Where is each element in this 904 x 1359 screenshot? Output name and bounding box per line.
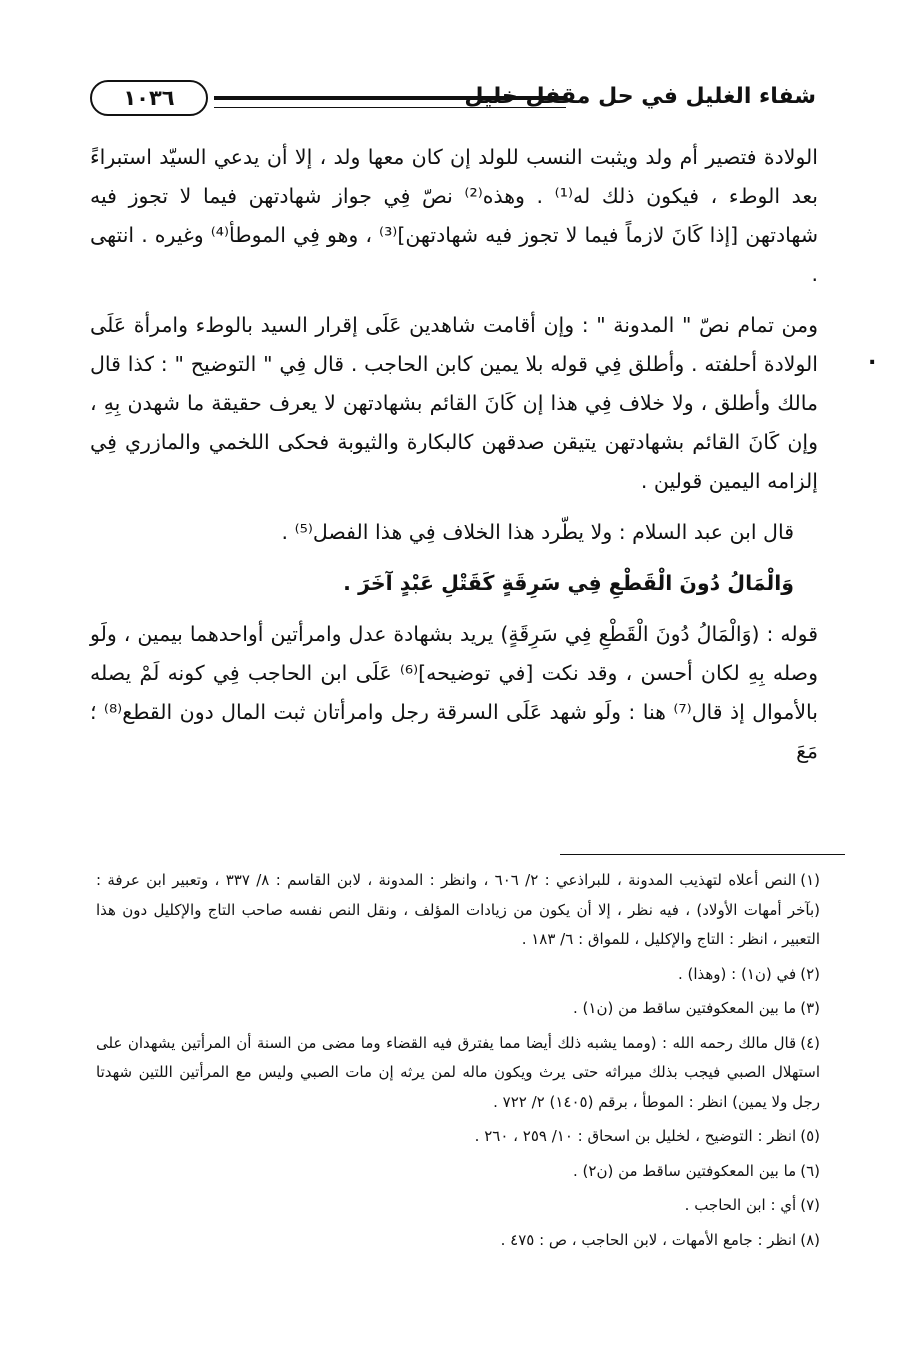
page-number: ١٠٣٦	[90, 80, 208, 116]
footnote	[96, 1191, 820, 1221]
footnote-text: قال مالك رحمه الله : (ومما يشبه ذلك أيضا مما يفترق فيه القضاء وما مضى من السنة أن المرأتين يشهدان على استهلال الصبي فيجب بذلك ميراثه حتى يرث ويكون ماله لمن يرثه إن مات الصبي وليس مع المرأتين اللتين شهدتا رجل ولا يمين) انظر : الموطأ ، برقم (١٤٠٥) ٢/ ٧٢٢ .	[96, 1033, 820, 1111]
footnote	[96, 1226, 820, 1256]
footnote-text: انظر : جامع الأمهات ، لابن الحاجب ، ص : ٤٧٥ .	[500, 1230, 797, 1249]
footnote-text: في (ن١) : (وهذا) .	[677, 964, 797, 983]
footnotes	[96, 866, 820, 1255]
footnote-text: انظر : التوضيح ، لخليل بن اسحاق : ١٠/ ٢٥٩ ، ٢٦٠ .	[474, 1127, 797, 1145]
book-title: شفاء الغليل في حل مقفل خليل	[464, 84, 816, 109]
footnote-text: أي : ابن الحاجب .	[684, 1196, 797, 1214]
footnote	[96, 994, 820, 1024]
footnote-number: (٢)	[800, 964, 820, 983]
footnote-text: ما بين المعكوفتين ساقط من (ن٢) .	[573, 1161, 797, 1180]
footnote	[96, 960, 820, 990]
paragraph: قوله : (وَالْمَالُ دُونَ الْقَطْعِ فِي سَرِقَةٍ) يريد بشهادة عدل وامرأتين أواحدهما بيمين ، ولَو وصله بِهِ لكان أحسن ، وقد نكت [في توضيحه]⁽⁶⁾ عَلَى ابن الحاجب فِي كونه لَمْ يصله بالأموال إذ قال⁽⁷⁾ هنا : ولَو شهد عَلَى السرقة رجل وامرأتان ثبت المال دون القطع⁽⁸⁾ ؛ مَعَ	[90, 622, 818, 763]
running-header	[90, 80, 816, 124]
footnote-number: (١)	[800, 871, 820, 889]
footnote-text: ما بين المعكوفتين ساقط من (ن١) .	[573, 999, 797, 1017]
footnote-separator	[560, 854, 845, 855]
margin-mark: .	[868, 345, 877, 370]
footnote-number: (٥)	[800, 1127, 820, 1145]
footnote-text: النص أعلاه لتهذيب المدونة ، للبراذعي : ٢/ ٦٠٦ ، وانظر : المدونة ، لابن القاسم : ٨/ ٣٣٧ ، وتعبير ابن عرفة : (بآخر أمهات الأولاد) ، فيه نظر ، إلا أن يكون من زيادات المؤلف ، ونقل النص نفسه صاحب التاج والإكليل دون هذا التعبير ، انظر : التاج والإكليل ، للمواق : ٦/ ١٨٣ .	[96, 871, 820, 948]
header-rule	[214, 96, 566, 108]
footnote	[96, 1122, 820, 1152]
footnote-number: (٧)	[800, 1196, 820, 1214]
footnote	[96, 1029, 820, 1118]
footnote	[96, 1157, 820, 1187]
footnote-number: (٤)	[800, 1033, 820, 1052]
paragraph: الولادة فتصير أم ولد ويثبت النسب للولد إن كان معها ولد ، إلا أن يدعي السيّد استبراءً بعد الوطء ، فيكون ذلك له⁽¹⁾ . وهذه⁽²⁾ نصّ فِي جواز شهادتهن فيما لا تجوز فيه شهادتهن [إذا كَانَ لازماً فيما لا تجوز فيه شهادتهن]⁽³⁾ ، وهو فِي الموطأ⁽⁴⁾ وغيره . انتهى .	[90, 145, 818, 286]
matn-text: وَالْمَالُ دُونَ الْقَطْعِ فِي سَرِقَةٍ كَقَتْلِ عَبْدٍ آخَرَ .	[343, 571, 794, 595]
quotation: قال ابن عبد السلام : ولا يطّرد هذا الخلاف فِي هذا الفصل⁽⁵⁾ .	[281, 520, 794, 544]
footnote	[96, 866, 820, 955]
main-text	[90, 138, 818, 771]
paragraph: ومن تمام نصّ " المدونة " : وإن أقامت شاهدين عَلَى إقرار السيد بالوطء وامرأة عَلَى الولادة أحلفته . وأطلق فِي قوله بلا يمين كابن الحاجب . قال فِي " التوضيح " : كذا قال مالك وأطلق ، ولا خلاف فِي هذا إن كَانَ القائم بشهادتهن لا يعرف حقيقة ما شهدن بِهِ ، وإن كَانَ القائم بشهادتهن يتيقن صدقهن كالبكارة والثيوبة فحكى اللخمي والمازري فِي إلزامه اليمين قولين .	[90, 313, 818, 493]
footnote-number: (٨)	[800, 1230, 820, 1249]
footnote-number: (٣)	[800, 999, 820, 1017]
footnote-number: (٦)	[800, 1161, 820, 1180]
